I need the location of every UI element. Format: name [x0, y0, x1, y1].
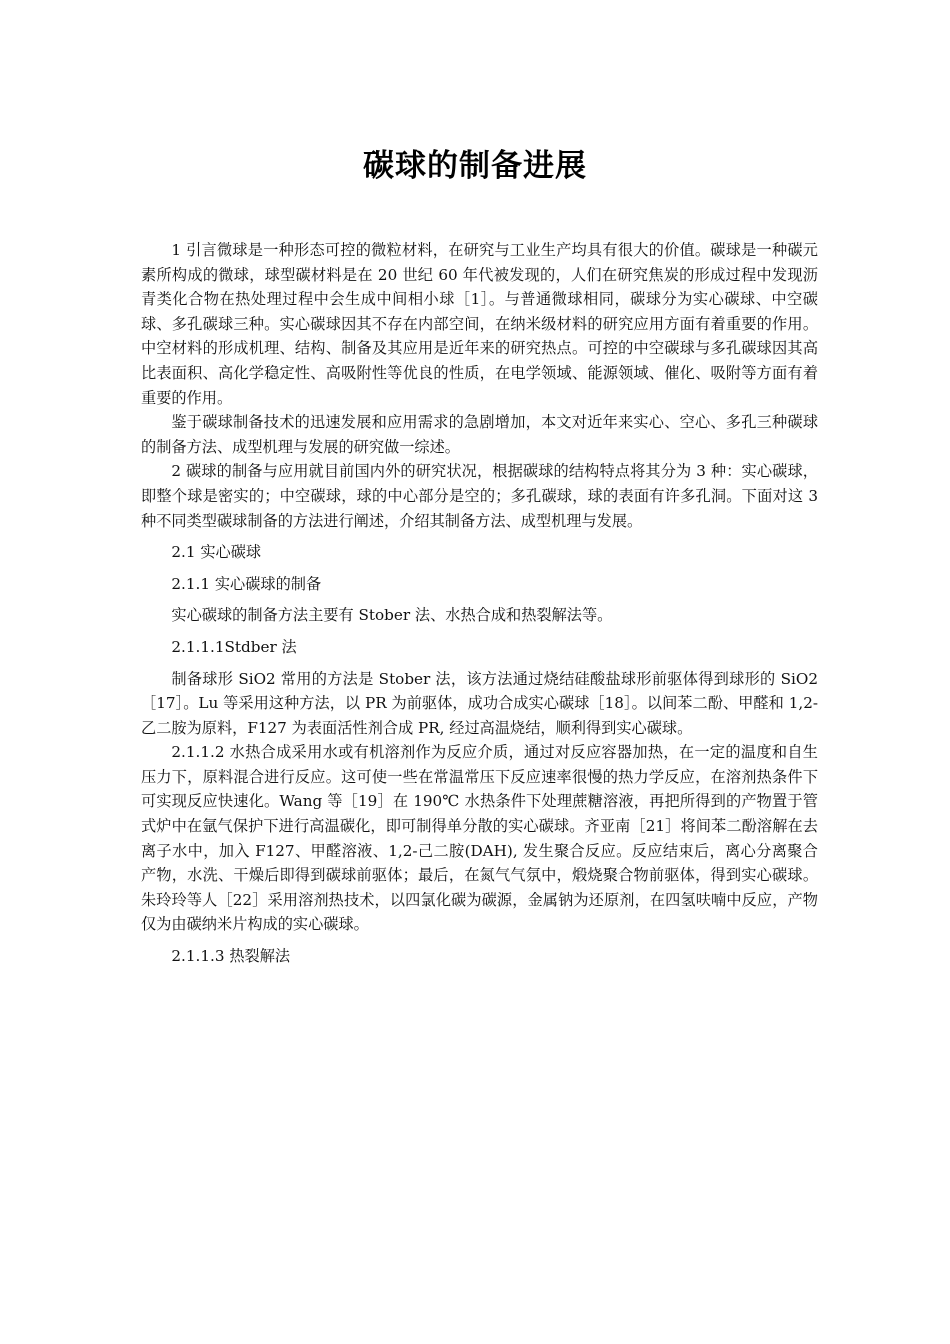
paragraph-preparation-methods: 实心碳球的制备方法主要有 Stober 法、水热合成和热裂解法等。 — [171, 606, 613, 625]
document-title: 碳球的制备进展 — [363, 148, 587, 184]
subsection-heading-solid-preparation: 2.1.1 实心碳球的制备 — [171, 574, 322, 593]
paragraph-introduction: 1 引言微球是一种形态可控的微粒材料，在研究与工业生产均具有很大的价值。碳球是一种碳元素所构成的微球，球型碳材料是在 20 世纪 60 年代被发现的，人们在研究焦炭的形成过程中发现沥青类化合物在热处理过程中会生成中间相小球［1］。与普通微球相同，碳球分为实心碳球、中空碳球、多孔碳球三种。实心碳球因其不存在内部空间，在纳米级材料的研究应用方面有着重要的作用。中空材料的形成机理、结构、制备及其应用是近年来的研究热点。可控的中空碳球与多孔碳球因其高比表面积、高化学稳定性、高吸附性等优良的性质，在电学领域、能源领域、催化、吸附等方面有着重要的作用。 — [141, 241, 818, 407]
paragraph-classification: 2 碳球的制备与应用就目前国内外的研究状况，根据碳球的结构特点将其分为 3 种：实心碳球，即整个球是密实的；中空碳球，球的中心部分是空的；多孔碳球，球的表面有许多孔洞。下面对这 3 种不同类型碳球制备的方法进行阐述，介绍其制备方法、成型机理与发展。 — [141, 462, 818, 530]
paragraph-hydrothermal-synthesis: 2.1.1.2 水热合成采用水或有机溶剂作为反应介质，通过对反应容器加热，在一定的温度和自生压力下，原料混合进行反应。这可使一些在常温常压下反应速率很慢的热力学反应，在溶剂热条件下可实现反应快速化。Wang 等［19］在 190℃ 水热条件下处理蔗糖溶液，再把所得到的产物置于管式炉中在氩气保护下进行高温碳化，即可制得单分散的实心碳球。齐亚南［21］将间苯二酚溶解在去离子水中，加入 F127、甲醛溶液、1,2-己二胺(DAH), 发生聚合反应。反应结束后，离心分离聚合产物，水洗、干燥后即得到碳球前驱体；最后，在氮气气氛中，煅烧聚合物前驱体，得到实心碳球。朱玲玲等人［22］采用溶剂热技术，以四氯化碳为碳源，金属钠为还原剂，在四氢呋喃中反应，产物仅为由碳纳米片构成的实心碳球。 — [141, 743, 818, 934]
subsubsection-heading-pyrolysis: 2.1.1.3 热裂解法 — [171, 947, 291, 966]
document-body — [141, 238, 818, 976]
section-heading-solid-carbon-spheres: 2.1 实心碳球 — [171, 543, 262, 562]
subsubsection-heading-stober: 2.1.1.1Stdber 法 — [171, 637, 297, 656]
paragraph-review-scope: 鉴于碳球制备技术的迅速发展和应用需求的急剧增加，本文对近年来实心、空心、多孔三种碳球的制备方法、成型机理与发展的研究做一综述。 — [141, 413, 818, 456]
paragraph-stober-method: 制备球形 SiO2 常用的方法是 Stober 法，该方法通过烧结硅酸盐球形前驱体得到球形的 SiO2［17］。Lu 等采用这种方法，以 PR 为前驱体，成功合成实心碳球［18］。以间苯二酚、甲醛和 1,2-乙二胺为原料，F127 为表面活性剂合成 PR, 经过高温烧结，顺利得到实心碳球。 — [141, 669, 818, 737]
